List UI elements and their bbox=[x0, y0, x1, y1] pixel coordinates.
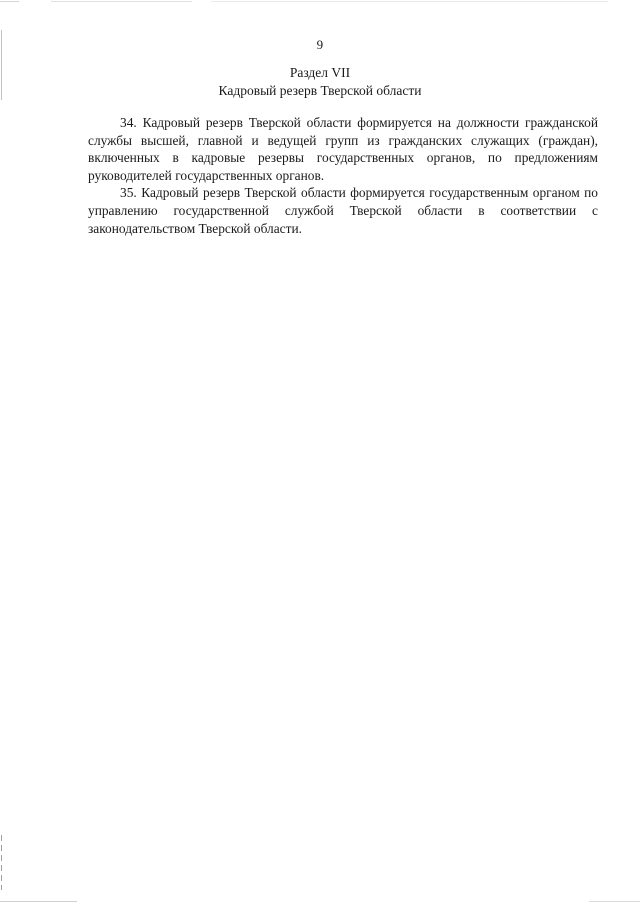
page-number: 9 bbox=[316, 37, 324, 52]
body-text bbox=[88, 114, 598, 237]
scan-margin-mark-bottom bbox=[1, 835, 2, 890]
section-heading bbox=[0, 64, 640, 100]
paragraph-35: 35. Кадровый резерв Тверской области формируется государственным органом по управлению государственной службой Тверской области в соответствии с законодательством Тверской области. bbox=[88, 185, 598, 236]
scan-edge-bottom bbox=[0, 901, 640, 902]
paragraph-34: 34. Кадровый резерв Тверской области формируется на должности гражданской службы высшей, главной и ведущей групп из гражданских служащих (граждан), включенных в кадровые резервы государственных органов, по предложениям руководителей государственных органов. bbox=[88, 115, 598, 183]
section-subtitle: Кадровый резерв Тверской области bbox=[218, 83, 422, 98]
scan-edge-top bbox=[0, 1, 640, 2]
section-title: Раздел VII bbox=[289, 65, 351, 80]
